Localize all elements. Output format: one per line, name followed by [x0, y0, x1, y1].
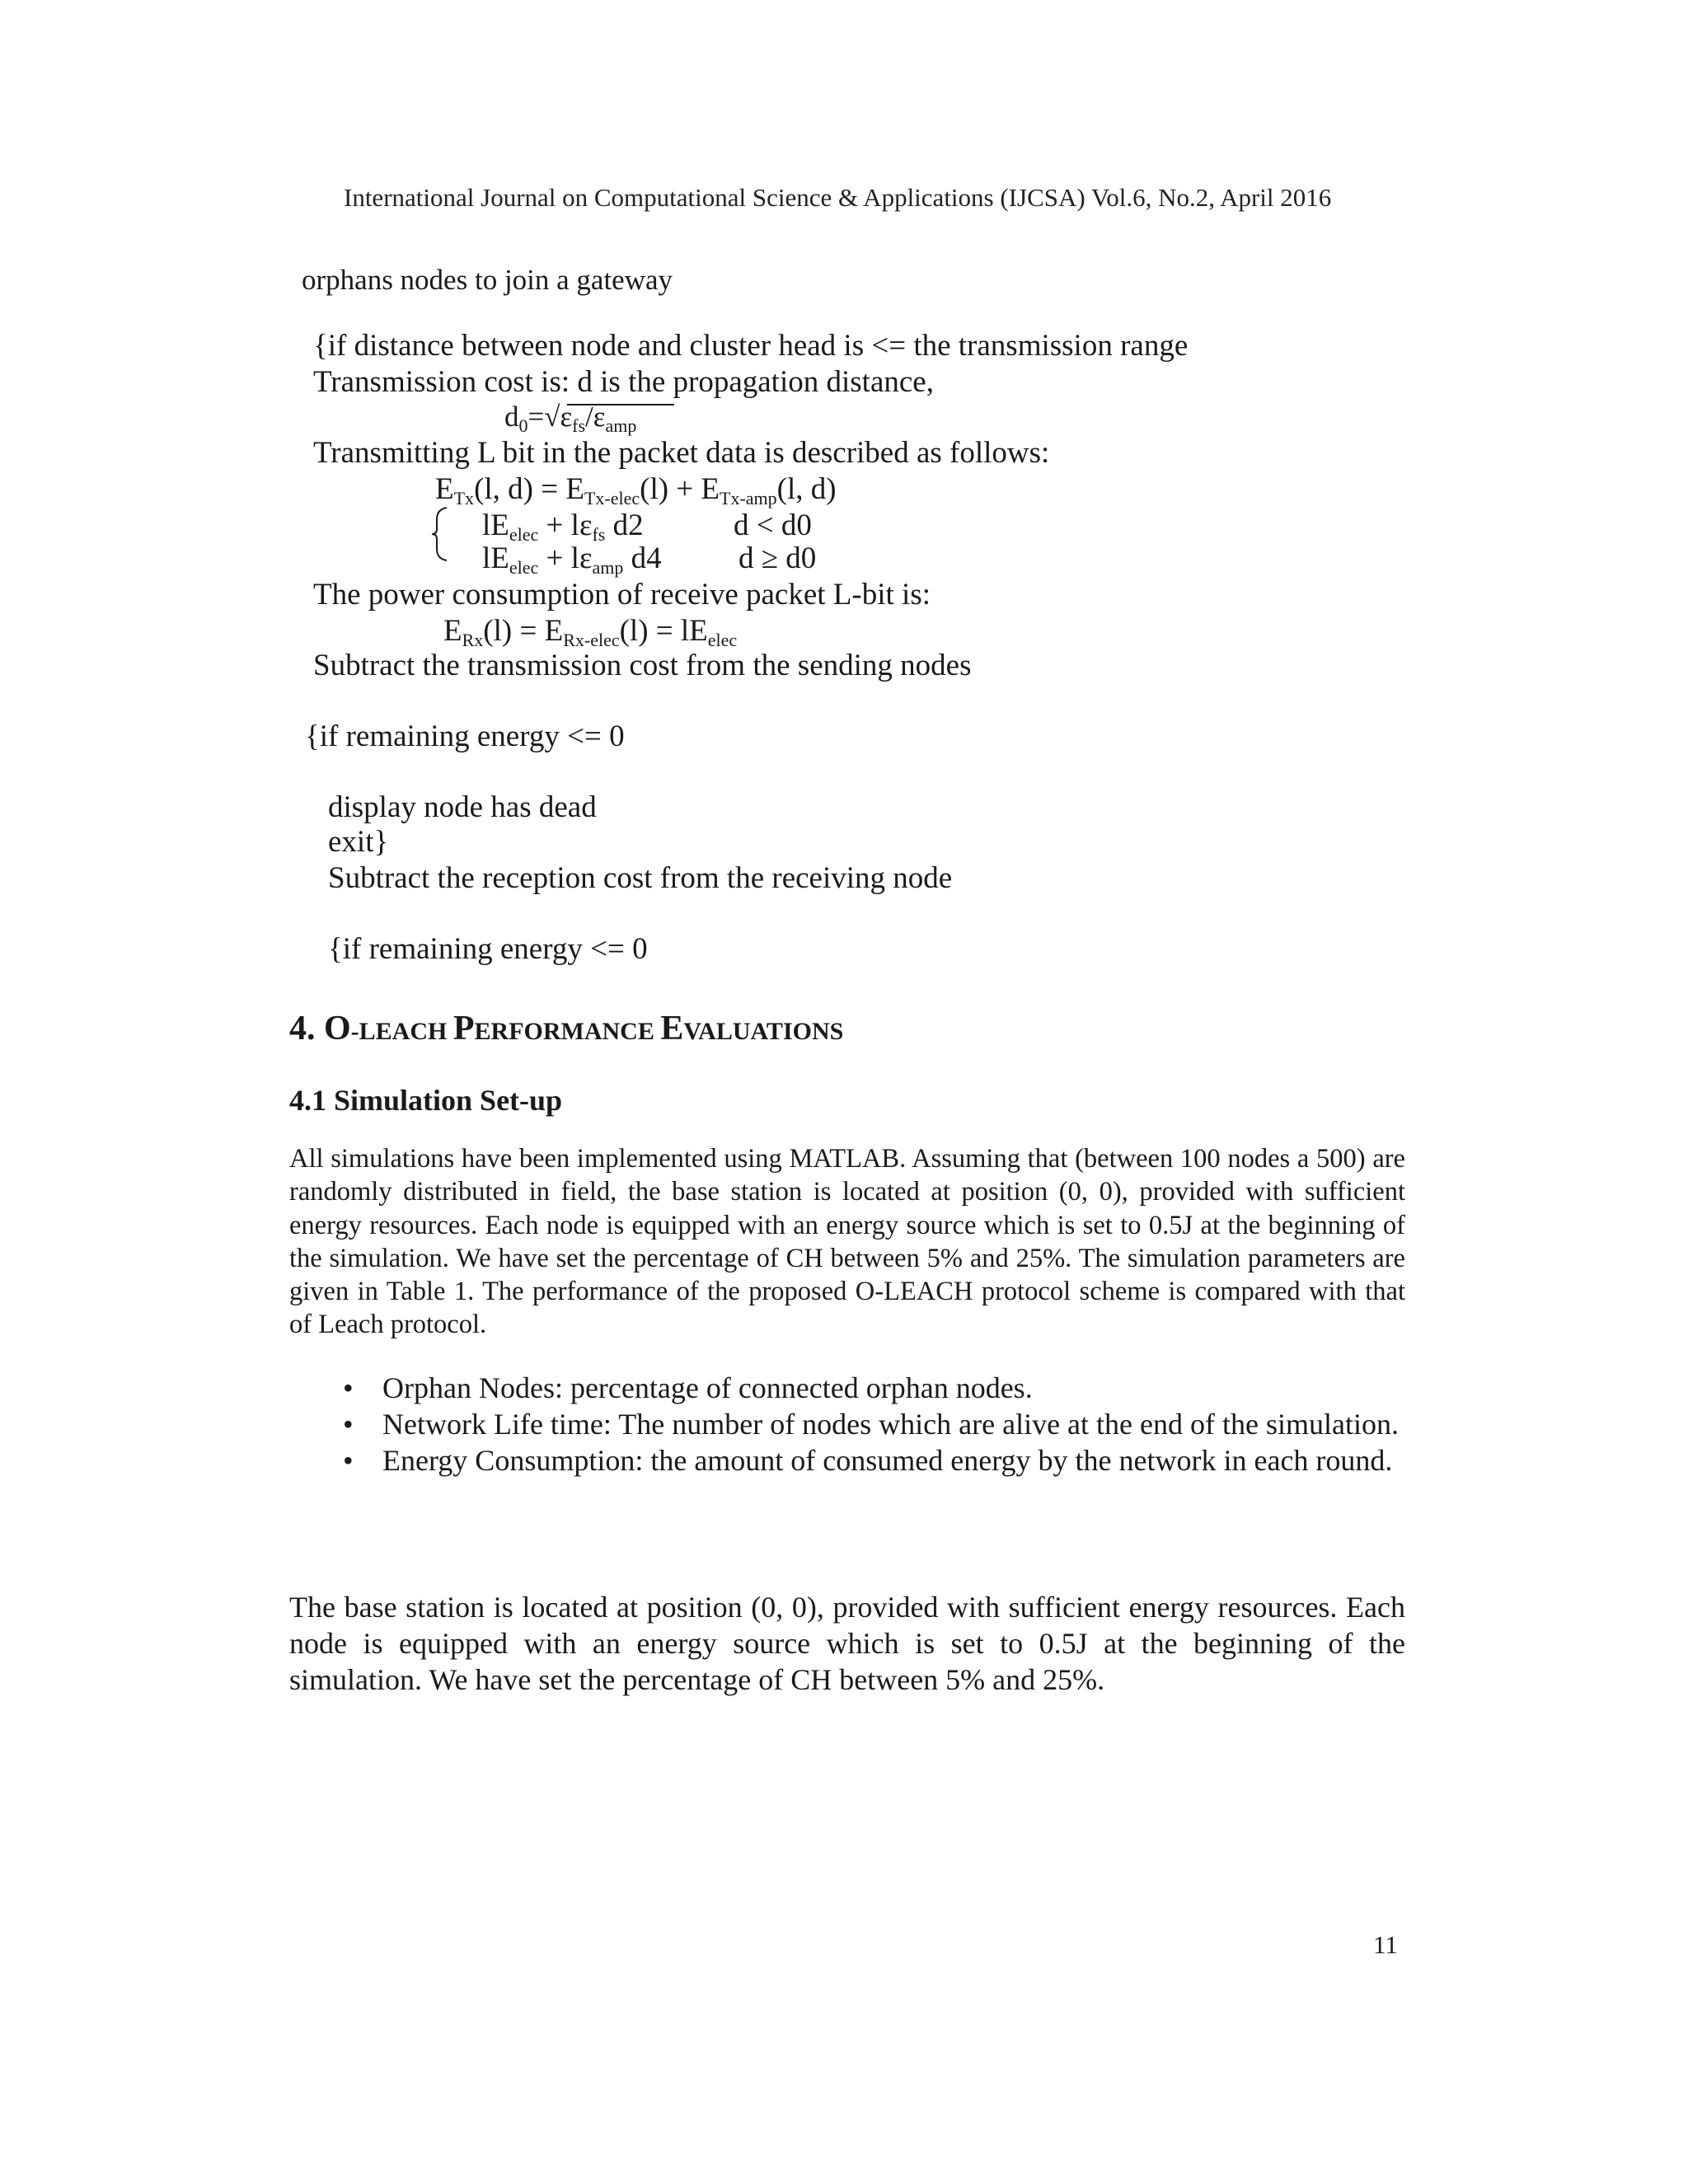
equation-etx: $E_{Tx}(l$, $d) = E_{Tx-elec}(l) + E_{Tx-amp}(l$, d) [435, 472, 837, 509]
algo-line-if-remaining-2: {if remaining energy <= 0 [328, 932, 648, 966]
algo-line-power-consumption: The power consumption of receive packet L-bit is: [313, 578, 931, 612]
algo-line-orphans: orphans nodes to join a gateway [302, 264, 673, 296]
piecewise-brace [430, 506, 448, 562]
equation-d0: $d_0=√\varepsilon_{fs}/\varepsilon_{amp}$ [504, 401, 637, 436]
sqrt-overline [567, 404, 674, 405]
algo-line-if-remaining-1: {if remaining energy <= 0 [305, 719, 625, 753]
bullet-icon: • [343, 1371, 354, 1404]
algo-line-if-distance: {if distance between node and cluster head is <= the transmission range [313, 329, 1189, 363]
algo-line-exit: exit} [328, 825, 389, 859]
paragraph-base-station: The base station is located at position (0, 0), provided with sufficient energy resources. Each node is equipped with an energy source which is set to 0.5J at the beginning of the simulation. We have set the percentage of CH between 5% and 25%. [289, 1591, 1405, 1696]
metrics-bullet-list [336, 1370, 1405, 1479]
equation-erx: $E_{Rx}(l) = E_{Rx-elec}(l) = lE_{elec}$ [443, 614, 738, 650]
algo-line-display-dead: display node has dead [328, 790, 597, 824]
algo-line-subtract-reception: Subtract the reception cost from the receiving node [328, 861, 953, 895]
equation-case-2-condition: d ≥ d0 [738, 541, 817, 575]
algo-line-subtract-transmission: Subtract the transmission cost from the sending nodes [313, 649, 972, 682]
bullet-icon: • [343, 1444, 354, 1477]
list-item: • Network Life time: The number of nodes which are alive at the end of the simulation. [343, 1408, 1399, 1441]
journal-header: International Journal on Computational Science & Applications (IJCSA) Vol.6, No.2, April 2016 [344, 183, 1332, 212]
equation-case-2: $lE_{elec} + l\varepsilon_{amp}$ d4 [482, 541, 662, 578]
section-heading: 4. O-LEACH PERFORMANCE EVALUATIONS [289, 1010, 844, 1047]
list-item: • Orphan Nodes: percentage of connected orphan nodes. [343, 1371, 1033, 1404]
algo-line-transmitting: Transmitting L bit in the packet data is described as follows: [313, 436, 1050, 470]
subsection-heading: 4.1 Simulation Set-up [289, 1084, 563, 1117]
page-number: 11 [1373, 1930, 1398, 1959]
list-item: • Energy Consumption: the amount of consumed energy by the network in each round. [343, 1444, 1393, 1477]
equation-case-1: $lE_{elec} + l\varepsilon_{fs}$ d2 [482, 509, 644, 545]
equation-case-1-condition: d < d0 [734, 509, 812, 542]
bullet-icon: • [343, 1408, 354, 1441]
paragraph-simulation-setup: All simulations have been implemented using MATLAB. Assuming that (between 100 nodes a 500) are randomly distributed in field, the base station is located at position (0, 0), provided with sufficient energy resources. Each node is equipped with an energy source which is set to 0.5J at the beginning of the simulation. We have set the percentage of CH between 5% and 25%. The simulation parameters are given in Table 1. The performance of the proposed O-LEACH protocol scheme is compared with that of Leach protocol. [289, 1144, 1405, 1340]
algo-line-transmission-cost: Transmission cost is: d is the propagation distance, [313, 365, 934, 399]
